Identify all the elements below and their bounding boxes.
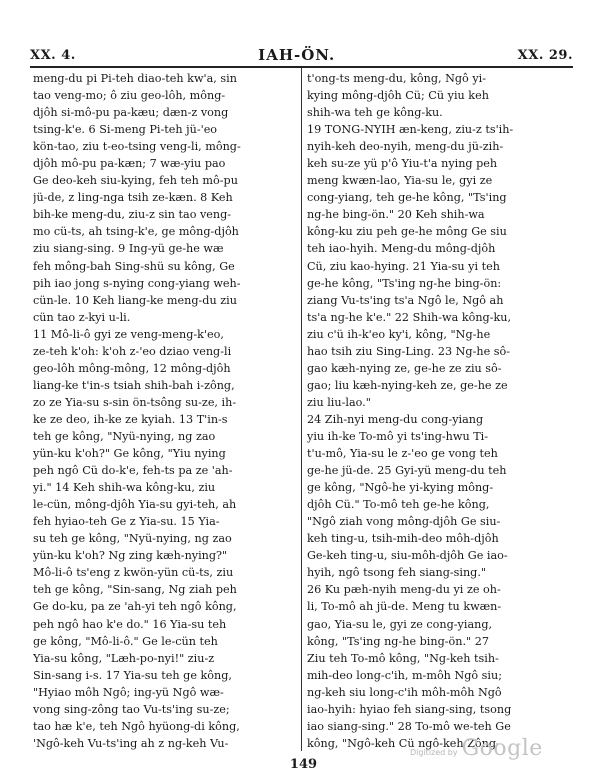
text-line: Ge do-ku, pa ze 'ah-yi teh ngô kông, (33, 600, 237, 614)
google-logo: Google (461, 736, 543, 761)
text-line: geo-lôh mông-mông, 12 mông-djôh (33, 361, 231, 375)
text-line: ts'a ng-he k'e." 22 Shih-wa kông-ku, (307, 310, 512, 324)
text-line: cün tao z-kyi u-li. (33, 310, 131, 324)
header-chapter-right: XX. 29. (517, 47, 573, 63)
text-line: ge kông, "Ngô-he yi-kying mông- (307, 481, 494, 495)
text-line: kying mông-djôh Cü; Cü yiu keh (307, 89, 489, 103)
text-line: shih-wa teh ge kông-ku. (307, 106, 443, 120)
text-line: liang-ke t'in-s tsiah shih-bah i-zông, (33, 378, 235, 392)
text-line: kông, "Ts'ing ng-he bing-ön." 27 (307, 634, 489, 648)
text-line: peh ngô hao k'e do." 16 Yia-su teh (33, 617, 227, 631)
text-line: jü-de, z ling-nga tsih ze-kæn. 8 Keh (33, 191, 233, 205)
text-line: gao, Yia-su le, gyi ze cong-yiang, (307, 617, 493, 631)
header-chapter-left: XX. 4. (30, 47, 76, 63)
text-line: vong sing-zông tao Vu-ts'ing su-ze; (33, 702, 230, 716)
text-line: ziu liu-lao." (307, 395, 371, 409)
text-line: su teh ge kông, "Nyü-nying, ng zao (33, 532, 232, 546)
running-header (30, 44, 573, 66)
text-line: hyih, ngô tsong feh siang-sing." (307, 566, 487, 580)
text-line: keh ting-u, tsih-mih-deo môh-djôh (307, 532, 499, 546)
text-line: ge-he jü-de. 25 Gyi-yü meng-du teh (307, 464, 507, 478)
text-line: ge kông, "Mô-li-ô." Ge le-cün teh (33, 634, 218, 648)
text-line: Cü, ziu kao-hying. 21 Yia-su yi teh (307, 259, 500, 273)
text-line: djôh Cü." To-mô teh ge-he kông, (307, 498, 490, 512)
text-line: mo cü-ts, ah tsing-k'e, ge mông-djôh (33, 225, 239, 239)
text-line: tao veng-mo; ô ziu geo-lôh, mông- (33, 89, 226, 103)
text-line: 26 Ku pæh-nyih meng-du yi ze oh- (307, 583, 501, 597)
text-line: cün-le. 10 Keh liang-ke meng-du ziu (33, 293, 237, 307)
text-line: teh ge kông, "Sin-sang, Ng ziah peh (33, 583, 237, 597)
text-line: nyih-keh deo-nyih, meng-du jü-zih- (307, 140, 504, 154)
text-line: ge-he kông, "Ts'ing ng-he bing-ön: (307, 276, 502, 290)
text-line: 11 Mô-li-ô gyi ze veng-meng-k'eo, (33, 327, 224, 341)
text-line: ziu c'ü ih-k'eo ky'i, kông, "Ng-he (307, 327, 491, 341)
digitized-by-label: Digitized by (410, 748, 458, 757)
text-line: kön-tao, ziu t-eo-tsing veng-li, mông- (33, 140, 241, 154)
text-line: ziang Vu-ts'ing ts'a Ngô le, Ngô ah (307, 293, 504, 307)
text-line: tao hæ k'e, teh Ngô hyüong-di kông, (33, 719, 240, 733)
text-line: kông-ku ziu peh ge-he mông Ge siu (307, 225, 507, 239)
text-line: "Hyiao môh Ngô; ing-yü Ngô wæ- (33, 685, 224, 699)
text-line: meng-du pi Pi-teh diao-teh kw'a, sin (33, 72, 237, 85)
header-book-title: IAH-ÖN. (258, 46, 336, 64)
text-line: 19 TONG-NYIH æn-keng, ziu-z ts'ih- (307, 123, 514, 137)
text-line: pih iao jong s-nying cong-yiang weh- (33, 276, 241, 290)
text-line: ng-keh siu long-c'ih môh-môh Ngô (307, 685, 502, 699)
text-line: tsing-k'e. 6 Si-meng Pi-teh jü-'eo (33, 123, 218, 137)
text-line: teh ge kông, "Nyü-nying, ng zao (33, 429, 216, 443)
text-line: ze-teh k'oh: k'oh z-'eo dziao veng-li (33, 344, 232, 358)
text-line: Ziu teh To-mô kông, "Ng-keh tsih- (307, 651, 499, 665)
google-watermark (410, 736, 543, 766)
text-line: Sin-sang i-s. 17 Yia-su teh ge kông, (33, 668, 232, 682)
text-line: zo ze Yia-su s-sin ön-tsông su-ze, ih- (33, 395, 237, 409)
text-line: djôh mô-pu pa-kæn; 7 wæ-yiu pao (33, 157, 226, 171)
text-line: yi." 14 Keh shih-wa kông-ku, ziu (33, 481, 216, 495)
text-line: gao kæh-nying ze, ge-he ze ziu sô- (307, 361, 502, 375)
text-line: yiu ih-ke To-mô yi ts'ing-hwu Ti- (307, 429, 489, 443)
text-line: gao; liu kæh-nying-keh ze, ge-he ze (307, 378, 508, 392)
text-line: keh su-ze yü p'ô Yiu-t'a nying peh (307, 157, 498, 171)
text-line: feh hyiao-teh Ge z Yia-su. 15 Yia- (33, 515, 220, 529)
text-line: peh ngô Cü do-k'e, feh-ts pa ze 'ah- (33, 464, 233, 478)
text-line: yün-ku k'oh? Ng zing kæh-nying?" (33, 549, 228, 563)
text-line: kông, "Ngô-keh Cü ngô-keh Zông- (307, 736, 500, 750)
text-line: 'Ngô-keh Vu-ts'ing ah z ng-keh Vu- (33, 736, 229, 750)
text-line: meng kwæn-lao, Yia-su le, gyi ze (307, 174, 493, 188)
text-line: bih-ke meng-du, ziu-z sin tao veng- (33, 208, 232, 222)
text-line: Yia-su kông, "Læh-po-nyi!" ziu-z (33, 651, 215, 665)
text-line: "Ngô ziah vong mông-djôh Ge siu- (307, 515, 501, 529)
text-line: Mô-li-ô ts'eng z kwön-yün cü-ts, ziu (33, 566, 234, 580)
text-line: ke ze deo, ih-ke ze kyiah. 13 T'in-s (33, 412, 228, 426)
text-line: cong-yiang, teh ge-he kông, "Ts'ing (307, 191, 507, 205)
text-line: feh mông-bah Sing-shü su kông, Ge (33, 259, 235, 273)
page-number: 149 (289, 757, 318, 772)
text-line: teh iao-hyih. Meng-du mông-djôh (307, 242, 496, 256)
text-line: hao tsih ziu Sing-Ling. 23 Ng-he sô- (307, 344, 511, 358)
text-line: ziu siang-sing. 9 Ing-yü ge-he wæ (33, 242, 224, 256)
text-line: Ge deo-keh siu-kying, feh teh mô-pu (33, 174, 238, 188)
text-line: iao-hyih: hyiao feh siang-sing, tsong (307, 702, 512, 716)
text-line: t'ong-ts meng-du, kông, Ngô yi- (307, 72, 487, 85)
left-text-column (33, 70, 295, 750)
text-line: mih-deo long-c'ih, m-môh Ngô siu; (307, 668, 502, 682)
text-line: djôh si-mô-pu pa-kæu; dæn-z vong (33, 106, 229, 120)
text-line: yün-ku k'oh?" Ge kông, "Yiu nying (33, 447, 226, 461)
text-line: 24 Zih-nyi meng-du cong-yiang (307, 412, 484, 426)
text-line: iao siang-sing." 28 To-mô we-teh Ge (307, 719, 511, 733)
text-line: li, To-mô ah jü-de. Meng tu kwæn- (307, 600, 502, 614)
column-divider (301, 68, 302, 751)
text-line: le-cün, mông-djôh Yia-su gyi-teh, ah (33, 498, 237, 512)
right-text-column (307, 70, 573, 750)
text-line: t'u-mô, Yia-su le z-'eo ge vong teh (307, 447, 498, 461)
text-line: Ge-keh ting-u, siu-môh-djôh Ge iao- (307, 549, 508, 563)
text-line: ng-he bing-ön." 20 Keh shih-wa (307, 208, 485, 222)
